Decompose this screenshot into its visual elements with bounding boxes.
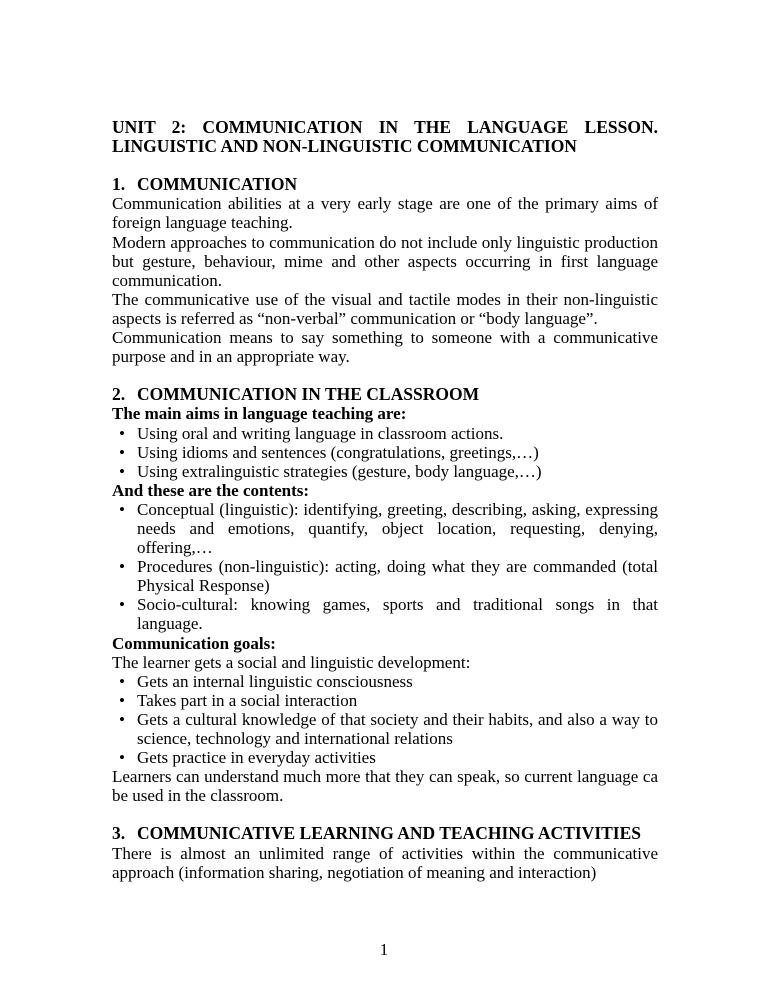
list-item-text: Gets an internal linguistic consciousness bbox=[137, 671, 413, 691]
list-item bbox=[112, 557, 658, 595]
section-number: 2. bbox=[112, 384, 126, 405]
paragraph: Learners can understand much more that they can speak, so current language ca be used in the classroom. bbox=[112, 767, 658, 806]
list-item-text: Gets a cultural knowledge of that society and their habits, and also a way to science, technology and international relations bbox=[137, 709, 658, 748]
list-item-text: Using oral and writing language in classroom actions. bbox=[137, 423, 504, 443]
section-number: 1. bbox=[112, 174, 126, 195]
list-item bbox=[112, 691, 658, 710]
document-page bbox=[112, 118, 658, 882]
page-number: 1 bbox=[379, 940, 389, 959]
bullet-icon: • bbox=[119, 595, 125, 615]
goals-label: Communication goals: bbox=[112, 633, 276, 653]
goals-list bbox=[112, 672, 658, 767]
section-title: COMMUNICATION bbox=[137, 174, 298, 195]
bullet-icon: • bbox=[119, 442, 125, 462]
document-title: UNIT 2: COMMUNICATION IN THE LANGUAGE LESSON. LINGUISTIC AND NON-LINGUISTIC COMMUNICATION bbox=[112, 117, 658, 157]
section-number: 3. bbox=[112, 823, 126, 844]
bullet-icon: • bbox=[119, 671, 125, 691]
list-item-text: Socio-cultural: knowing games, sports and traditional songs in that language. bbox=[137, 595, 658, 634]
list-item-text: Gets practice in everyday activities bbox=[137, 748, 376, 768]
paragraph: The communicative use of the visual and tactile modes in their non-linguistic aspects is referred as “non-verbal” communication or “body language”. bbox=[112, 289, 658, 328]
list-item bbox=[112, 672, 658, 691]
section-2-heading bbox=[112, 385, 658, 404]
aims-list bbox=[112, 424, 658, 481]
list-item bbox=[112, 710, 658, 748]
contents-label: And these are the contents: bbox=[112, 480, 310, 500]
list-item-text: Conceptual (linguistic): identifying, greeting, describing, asking, expressing needs and emotions, quantify, object location, requesting, denying, offering,… bbox=[137, 499, 658, 558]
paragraph: Communication means to say something to someone with a communicative purpose and in an appropriate way. bbox=[112, 328, 658, 367]
bullet-icon: • bbox=[119, 690, 125, 710]
aims-label: The main aims in language teaching are: bbox=[112, 404, 407, 424]
section-title: COMMUNICATION IN THE CLASSROOM bbox=[137, 384, 480, 405]
bullet-icon: • bbox=[119, 423, 125, 443]
section-title: COMMUNICATIVE LEARNING AND TEACHING ACTIVITIES bbox=[137, 823, 642, 844]
section-1-heading bbox=[112, 175, 658, 194]
list-item bbox=[112, 424, 658, 443]
paragraph: There is almost an unlimited range of activities within the communicative approach (information sharing, negotiation of meaning and interaction) bbox=[112, 843, 658, 882]
list-item-text: Using extralinguistic strategies (gesture, body language,…) bbox=[137, 461, 542, 481]
bullet-icon: • bbox=[119, 461, 125, 481]
bullet-icon: • bbox=[119, 499, 125, 519]
list-item-text: Using idioms and sentences (congratulations, greetings,…) bbox=[137, 442, 539, 462]
contents-list bbox=[112, 500, 658, 634]
paragraph: Communication abilities at a very early stage are one of the primary aims of foreign language teaching. bbox=[112, 194, 658, 233]
list-item bbox=[112, 462, 658, 481]
paragraph: The learner gets a social and linguistic development: bbox=[112, 652, 471, 672]
list-item bbox=[112, 443, 658, 462]
list-item bbox=[112, 595, 658, 633]
list-item bbox=[112, 500, 658, 557]
list-item-text: Procedures (non-linguistic): acting, doing what they are commanded (total Physical Response) bbox=[137, 557, 658, 596]
list-item bbox=[112, 748, 658, 767]
bullet-icon: • bbox=[119, 748, 125, 768]
bullet-icon: • bbox=[119, 557, 125, 577]
paragraph: Modern approaches to communication do not include only linguistic production but gesture, behaviour, mime and other aspects occurring in first language communication. bbox=[112, 232, 658, 290]
bullet-icon: • bbox=[119, 709, 125, 729]
section-3-heading bbox=[112, 824, 658, 843]
list-item-text: Takes part in a social interaction bbox=[137, 690, 358, 710]
